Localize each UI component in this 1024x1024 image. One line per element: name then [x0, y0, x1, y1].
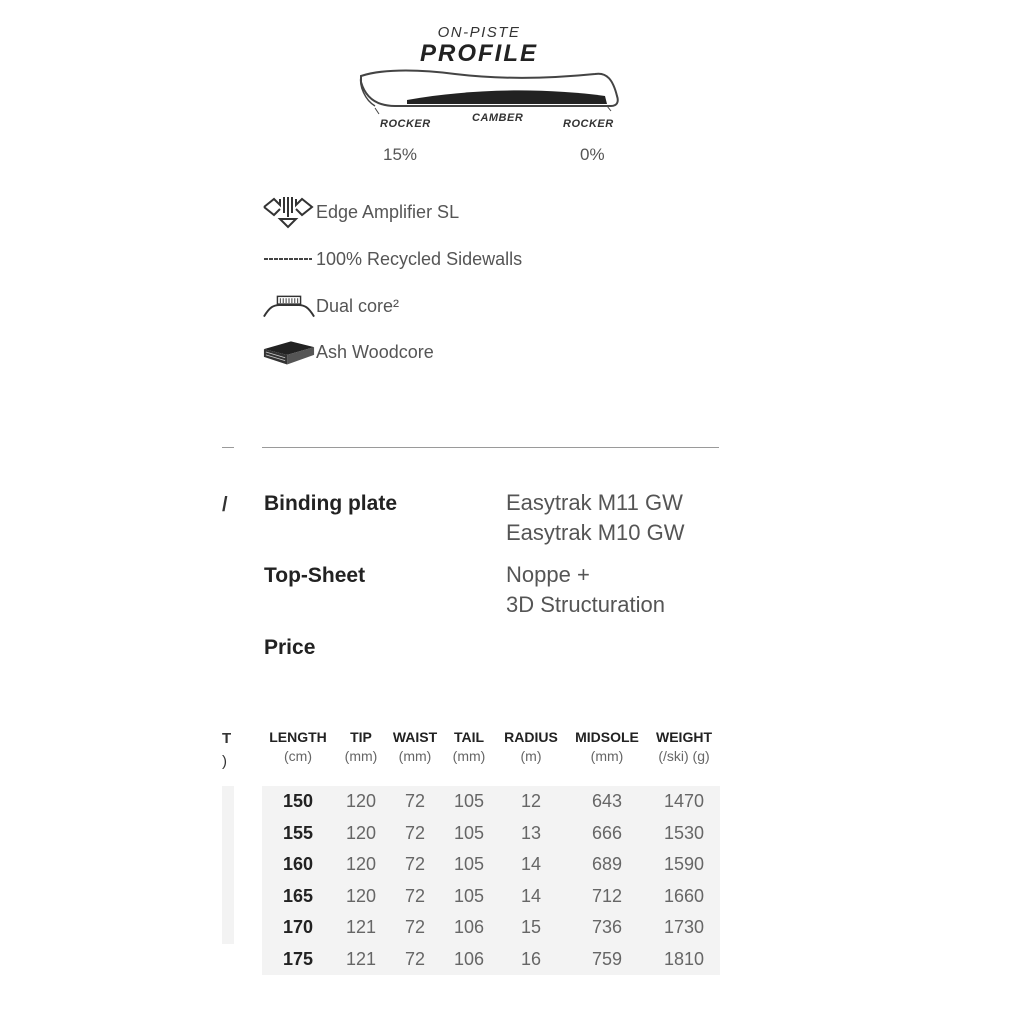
cell-weight: 1590 [663, 854, 705, 875]
top-sheet-label: Top-Sheet [264, 564, 366, 587]
column-header-tail: TAIL (mm) [452, 729, 486, 764]
rocker-tip [361, 76, 375, 106]
cell-weight: 1660 [663, 885, 705, 906]
top-sheet-value-1: Noppe + [506, 562, 590, 587]
cell-midsole: 712 [591, 885, 623, 906]
column-header-waist: WAIST (mm) [392, 729, 438, 764]
left-fragment-slash: / [222, 494, 228, 516]
cell-tail: 105 [453, 791, 485, 812]
cell-length: 160 [282, 854, 314, 875]
cell-tip: 120 [345, 885, 377, 906]
binding-plate-value-1: Easytrak M11 GW [506, 490, 683, 515]
cell-radius: 14 [520, 854, 542, 875]
cell-length: 175 [282, 948, 314, 969]
rocker-left-percent: 15% [383, 145, 418, 164]
left-fragment-unit: ) [222, 753, 227, 770]
cell-weight: 1470 [663, 791, 705, 812]
cell-tip: 120 [345, 791, 377, 812]
rocker-right-percent: 0% [580, 145, 605, 164]
cell-waist: 72 [404, 885, 426, 906]
cell-weight: 1530 [663, 822, 705, 843]
top-sheet-value-2: 3D Structuration [506, 592, 665, 617]
cell-waist: 72 [404, 854, 426, 875]
cell-weight: 1810 [663, 948, 705, 969]
profile-label-rocker-right: ROCKER [563, 118, 614, 130]
cell-tip: 121 [345, 948, 377, 969]
cell-midsole: 759 [591, 948, 623, 969]
cell-waist: 72 [404, 822, 426, 843]
table-row [262, 944, 720, 976]
table-row [262, 912, 720, 944]
cell-radius: 16 [520, 948, 542, 969]
cell-midsole: 643 [591, 791, 623, 812]
left-fragment-header: T [222, 730, 232, 747]
table-row [262, 881, 720, 913]
feature-dual-core [262, 291, 399, 321]
cell-radius: 14 [520, 885, 542, 906]
binding-plate-value-2: Easytrak M10 GW [506, 520, 685, 545]
feature-recycled-sidewalls [262, 244, 522, 274]
cell-waist: 72 [404, 948, 426, 969]
edge-amplifier-icon [262, 197, 316, 227]
profile-title: PROFILE [419, 40, 538, 67]
cell-midsole: 736 [591, 917, 623, 938]
feature-ash-woodcore [262, 337, 434, 367]
cell-waist: 72 [404, 917, 426, 938]
cell-length: 170 [282, 917, 314, 938]
cell-length: 165 [282, 885, 314, 906]
cell-weight: 1730 [663, 917, 705, 938]
table-row [262, 786, 720, 818]
feature-label: Edge Amplifier SL [316, 201, 460, 222]
cell-tail: 105 [453, 885, 485, 906]
cell-length: 150 [282, 791, 314, 812]
column-header-weight: WEIGHT (/ski) (g) [656, 729, 712, 764]
feature-label: Dual core² [316, 295, 400, 316]
size-table [262, 727, 720, 975]
cell-tail: 105 [453, 854, 485, 875]
feature-label: 100% Recycled Sidewalls [316, 248, 523, 269]
profile-subtitle: ON-PISTE [437, 24, 521, 41]
column-header-length: LENGTH (cm) [269, 729, 327, 764]
cell-tail: 106 [453, 917, 485, 938]
profile-label-camber: CAMBER [472, 112, 524, 124]
cell-midsole: 689 [591, 854, 623, 875]
cell-tip: 120 [345, 822, 377, 843]
left-table-strip [222, 786, 234, 944]
cell-midsole: 666 [591, 822, 623, 843]
camber-fill [407, 90, 607, 104]
table-row [262, 849, 720, 881]
cell-tip: 121 [345, 917, 377, 938]
column-header-radius: RADIUS (m) [504, 729, 558, 764]
profile-label-rocker-left: ROCKER [380, 118, 431, 130]
dual-core-icon [262, 291, 316, 321]
cell-waist: 72 [404, 791, 426, 812]
cell-length: 155 [282, 822, 314, 843]
sidewall-icon [262, 244, 316, 274]
column-header-midsole: MIDSOLE (mm) [575, 729, 639, 764]
cell-tail: 105 [453, 822, 485, 843]
column-header-tip: TIP (mm) [344, 729, 378, 764]
table-header-row [262, 727, 720, 764]
cell-radius: 12 [520, 791, 542, 812]
cell-tail: 106 [453, 948, 485, 969]
cell-radius: 15 [520, 917, 542, 938]
cell-tip: 120 [345, 854, 377, 875]
feature-label: Ash Woodcore [316, 341, 434, 362]
feature-edge-amplifier [262, 197, 459, 227]
table-row [262, 818, 720, 850]
woodcore-icon [262, 337, 316, 367]
left-divider [222, 447, 234, 448]
section-divider [262, 447, 719, 448]
price-label: Price [264, 636, 316, 659]
cell-radius: 13 [520, 822, 542, 843]
binding-plate-label: Binding plate [264, 492, 397, 515]
